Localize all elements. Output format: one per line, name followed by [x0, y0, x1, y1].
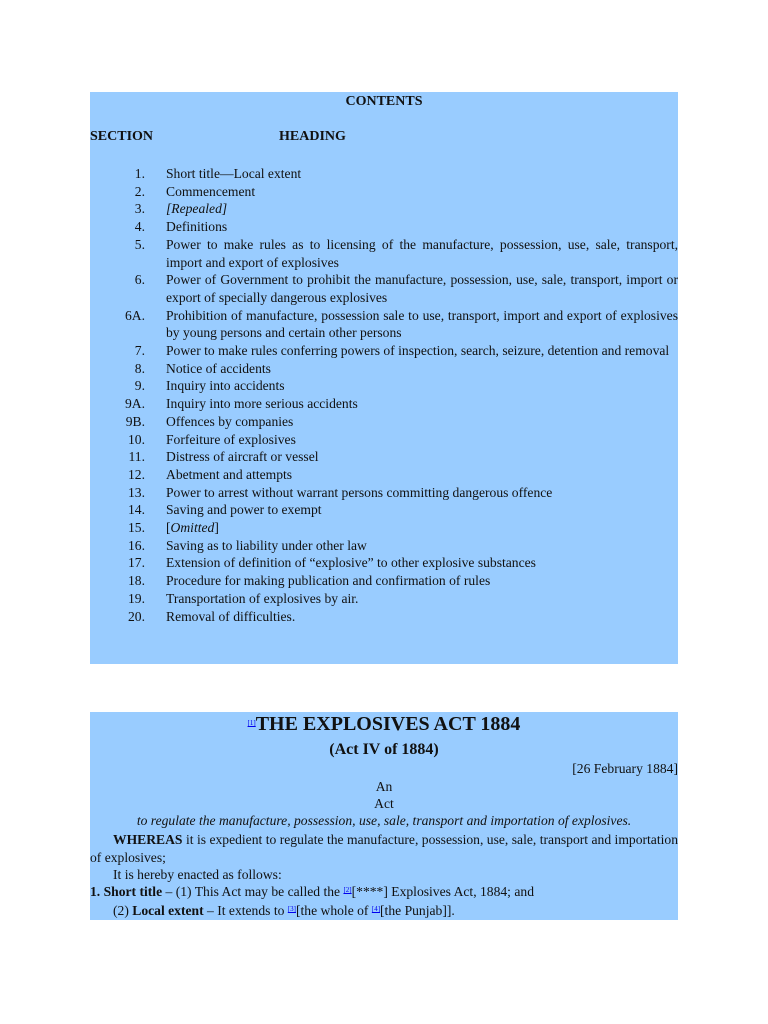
entry-title: Abetment and attempts — [166, 466, 293, 482]
entry-title: Short title—Local extent — [166, 166, 302, 181]
entry-number: 6. — [134, 272, 145, 288]
local-extent-text-c: [the Punjab]]. — [380, 903, 455, 918]
entry-title: Definitions — [166, 219, 228, 235]
entry-title: Offences by companies — [166, 413, 294, 429]
entry-title: Transportation of explosives by air. — [166, 590, 359, 606]
contents-entry — [90, 360, 678, 378]
contents-list — [90, 165, 678, 625]
entry-spacer — [145, 271, 166, 306]
entry-number: 18. — [128, 573, 145, 589]
local-extent-prefix: (2) — [113, 903, 133, 918]
contents-entry — [90, 590, 678, 608]
entry-spacer — [145, 608, 166, 626]
entry-number: 9A. — [124, 396, 145, 412]
contents-entry — [90, 395, 678, 413]
entry-number: 16. — [128, 537, 145, 553]
contents-entry — [90, 271, 678, 306]
contents-title: CONTENTS — [345, 94, 423, 109]
contents-entry — [90, 448, 678, 466]
entry-title: Distress of aircraft or vessel — [166, 449, 319, 465]
entry-title: Extension of definition of “explosive” to other explosive substances — [166, 555, 536, 571]
contents-entry — [90, 200, 678, 218]
entry-number: 12. — [128, 466, 145, 482]
entry-title: Prohibition of manufacture, possession sale to use, transport, import and export of explosives by young persons and certain other persons — [166, 307, 678, 341]
entry-spacer — [145, 572, 166, 590]
contents-entry — [90, 608, 678, 626]
entry-spacer — [145, 484, 166, 502]
entry-spacer — [145, 236, 166, 271]
act-an: An — [375, 779, 393, 794]
entry-title: Procedure for making publication and confirmation of rules — [166, 573, 491, 589]
entry-title: Forfeiture of explosives — [166, 431, 296, 447]
footnote-link-4[interactable]: [4] — [371, 905, 381, 913]
contents-entry — [90, 413, 678, 431]
entry-number: 20. — [128, 608, 145, 624]
entry-number: 6A. — [124, 307, 145, 323]
act-act: Act — [374, 796, 394, 811]
contents-entry — [90, 484, 678, 502]
act-date: [26 February 1884] — [572, 761, 678, 776]
whereas-paragraph — [90, 831, 678, 866]
contents-entry — [90, 466, 678, 484]
entry-title: Power to make rules as to licensing of the manufacture, possession, use, sale, transport, import and export of explosives — [166, 236, 678, 270]
whereas-text: it is expedient to regulate the manufacture, possession, use, sale, transport and importation of explosives; — [90, 832, 678, 865]
whereas-label: WHEREAS — [113, 832, 183, 847]
contents-entry — [90, 519, 678, 537]
entry-number: 8. — [134, 360, 145, 376]
entry-spacer — [145, 183, 166, 201]
entry-number: 2. — [134, 183, 145, 199]
entry-number: 13. — [128, 484, 145, 500]
entry-number: 3. — [134, 201, 145, 217]
entry-spacer — [145, 395, 166, 413]
entry-number: 11. — [128, 449, 145, 465]
entry-spacer — [145, 537, 166, 555]
local-extent-clause — [113, 903, 701, 919]
entry-spacer — [145, 466, 166, 484]
entry-title: Power to make rules conferring powers of inspection, search, seizure, detention and removal — [166, 343, 670, 359]
contents-entry — [90, 377, 678, 395]
entry-number: 9B. — [125, 413, 145, 429]
entry-number: 1. — [134, 166, 145, 181]
entry-title: Notice of accidents — [166, 360, 271, 376]
contents-panel — [90, 92, 678, 664]
footnote-link-3[interactable]: [3] — [287, 905, 296, 913]
contents-entry — [90, 218, 678, 236]
short-title-text-a: – (1) This Act may be called the — [162, 884, 344, 899]
heading-column-header: HEADING — [279, 129, 346, 144]
act-panel — [90, 712, 678, 920]
enacted-line: It is hereby enacted as follows: — [113, 867, 282, 882]
contents-entry — [90, 165, 678, 183]
entry-spacer — [145, 501, 166, 519]
entry-title-italic: Omitted — [170, 520, 215, 536]
entry-spacer — [145, 307, 166, 342]
short-title-text-b: [****] Explosives Act, 1884; and — [351, 884, 534, 899]
contents-entry — [90, 537, 678, 555]
entry-spacer — [145, 377, 166, 395]
contents-entry — [90, 183, 678, 201]
entry-spacer — [145, 590, 166, 608]
local-extent-text-b: [the whole of — [295, 903, 372, 918]
short-title-label: 1. Short title — [90, 884, 163, 899]
act-title-text: THE EXPLOSIVES ACT 1884 — [255, 713, 521, 735]
act-subtitle: (Act IV of 1884) — [329, 741, 439, 758]
contents-entry — [90, 236, 678, 271]
entry-number: 17. — [128, 555, 145, 571]
entry-title: Inquiry into accidents — [166, 378, 285, 394]
entry-spacer — [145, 448, 166, 466]
act-title — [90, 713, 678, 736]
contents-entry — [90, 307, 678, 342]
entry-title: Commencement — [166, 183, 256, 199]
entry-spacer — [145, 554, 166, 572]
entry-title: Power of Government to prohibit the manufacture, possession, use, sale, transport, import or export of specially dangerous explosives — [166, 272, 678, 305]
contents-entry — [90, 572, 678, 590]
entry-number: 14. — [128, 502, 145, 518]
entry-spacer — [145, 200, 166, 218]
entry-number: 9. — [134, 378, 145, 394]
entry-title: Inquiry into more serious accidents — [166, 396, 358, 412]
entry-title: Saving and power to exempt — [166, 502, 322, 518]
act-purpose: to regulate the manufacture, possession, use, sale, transport and importation of explosives. — [136, 813, 632, 828]
short-title-clause — [90, 884, 678, 900]
section-column-header: SECTION — [90, 129, 154, 144]
entry-title-close: ] — [214, 520, 219, 536]
entry-spacer — [145, 413, 166, 431]
entry-title: Power to arrest without warrant persons committing dangerous offence — [166, 484, 553, 500]
entry-spacer — [145, 218, 166, 236]
entry-number: 10. — [128, 431, 145, 447]
local-extent-text-a: – It extends to — [203, 903, 288, 918]
entry-spacer — [145, 519, 166, 537]
footnote-link-1[interactable]: [1] — [247, 719, 256, 727]
entry-number: 4. — [134, 219, 145, 235]
entry-spacer — [145, 360, 166, 378]
entry-spacer — [145, 431, 166, 449]
contents-entry — [90, 431, 678, 449]
entry-title: Removal of difficulties. — [166, 608, 296, 624]
local-extent-label: Local extent — [132, 903, 204, 918]
footnote-link-2[interactable]: [2] — [343, 886, 352, 894]
entry-title — [166, 519, 678, 537]
entry-spacer — [145, 342, 166, 360]
entry-title-open: [ — [166, 520, 171, 536]
contents-entry — [90, 554, 678, 572]
entry-number: 7. — [134, 343, 145, 359]
entry-title: [Repealed] — [166, 201, 228, 217]
entry-number: 19. — [128, 590, 145, 606]
entry-number: 5. — [134, 236, 145, 252]
entry-title: Saving as to liability under other law — [166, 537, 367, 553]
contents-entry — [90, 342, 678, 360]
contents-entry — [90, 501, 678, 519]
entry-number: 15. — [128, 520, 145, 536]
entry-spacer — [145, 165, 166, 183]
